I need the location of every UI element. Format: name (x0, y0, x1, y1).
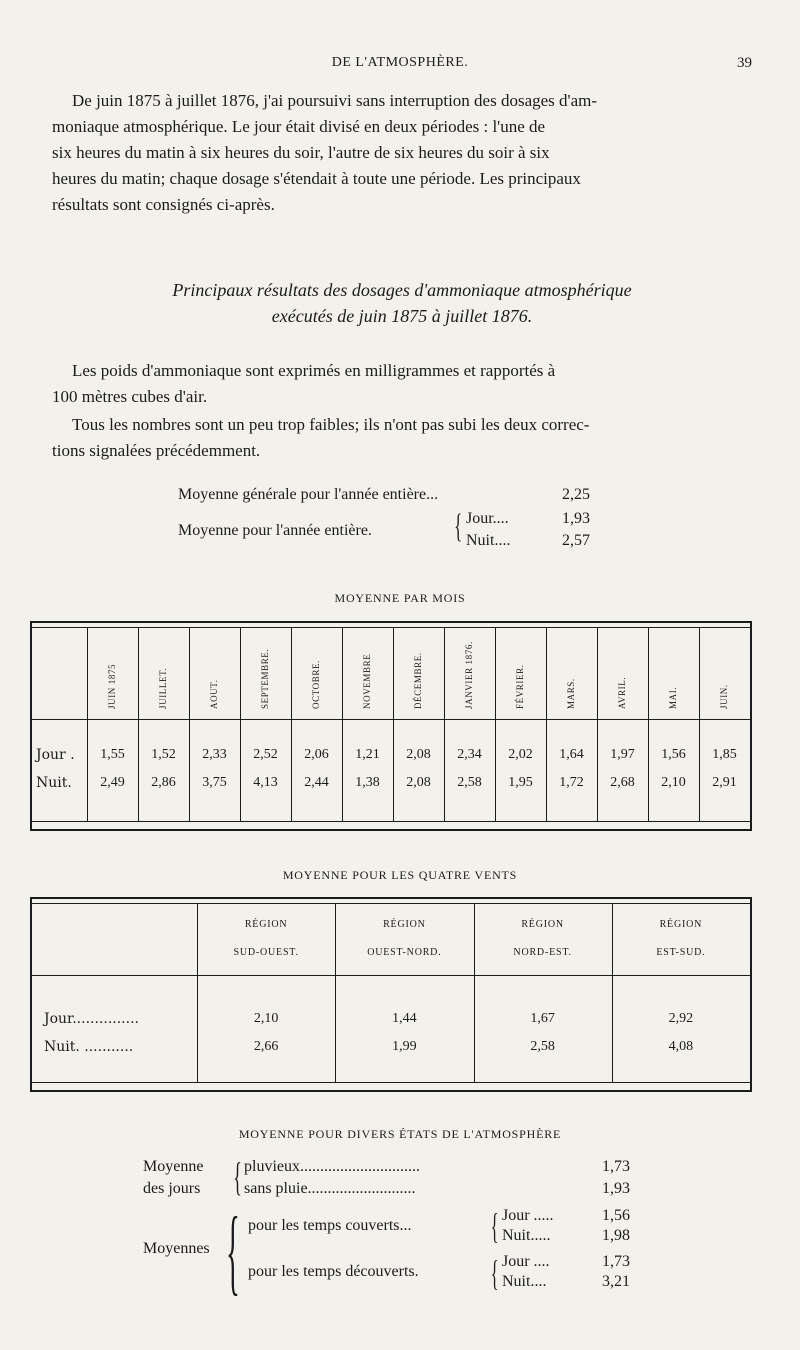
text-line: 100 mètres cubes d'air. (52, 387, 208, 406)
yearly-night-value: 2,57 (562, 532, 590, 549)
couverts-nuit-value: 1,98 (602, 1227, 630, 1244)
sans-pluie-value: 1,93 (602, 1180, 630, 1197)
table-cell: 1,56 (661, 747, 686, 762)
column-divider (342, 627, 343, 821)
column-header-top: RÉGION (244, 919, 288, 930)
table-cell: 2,08 (406, 747, 431, 762)
table-cell: 2,86 (151, 775, 176, 790)
section-heading (52, 277, 752, 329)
brace-icon: { (490, 1206, 499, 1246)
running-header: DE L'ATMOSPHÈRE. (331, 55, 469, 70)
column-divider (699, 627, 700, 821)
column-header: JUIN. (718, 684, 729, 709)
table-rule (32, 627, 750, 628)
column-header: JUILLET. (157, 667, 168, 709)
table-rule (32, 1082, 750, 1083)
table-cell: 1,85 (712, 747, 737, 762)
row-label: Jour............... (44, 1011, 139, 1027)
row-label: Nuit. (36, 775, 72, 791)
column-header: AVRIL. (616, 676, 627, 709)
table-rule (32, 975, 750, 976)
table-cell: 2,06 (304, 747, 329, 762)
column-header: JANVIER 1876. (463, 641, 474, 709)
brace-icon: { (226, 1197, 240, 1304)
column-header-top: RÉGION (659, 919, 703, 930)
column-header-bottom: SUD-OUEST. (233, 947, 299, 958)
table-cell: 2,10 (661, 775, 686, 790)
table-cell: 1,67 (530, 1011, 555, 1026)
table-cell: 1,72 (559, 775, 584, 790)
table-cell: 2,52 (253, 747, 278, 762)
column-header-bottom: NORD-EST. (513, 947, 572, 958)
column-header: SEPTEMBRE. (259, 648, 270, 709)
winds-table-title: MOYENNE POUR LES QUATRE VENTS (282, 868, 518, 882)
pluvieux-value: 1,73 (602, 1158, 630, 1175)
text-line: Tous les nombres sont un peu trop faibles; ils n'ont pas subi les deux correc- (72, 415, 590, 434)
text-line: heures du matin; chaque dosage s'étendait à toute une période. Les principaux (52, 169, 581, 188)
column-header-bottom: OUEST-NORD. (367, 947, 442, 958)
decouverts-nuit-label: Nuit.... (502, 1273, 547, 1290)
yearly-general-value: 2,25 (562, 486, 590, 503)
table-cell: 2,49 (100, 775, 125, 790)
column-divider (87, 627, 88, 821)
column-header: DÉCEMBRE. (412, 652, 423, 709)
table-cell: 2,58 (530, 1039, 555, 1054)
column-divider (546, 627, 547, 821)
table-cell: 2,44 (304, 775, 329, 790)
column-divider (138, 627, 139, 821)
couverts-jour-value: 1,56 (602, 1207, 630, 1224)
monthly-table (30, 621, 752, 831)
table-cell: 1,44 (392, 1011, 417, 1026)
intro-paragraph (52, 88, 752, 218)
text-line: six heures du matin à six heures du soir, l'autre de six heures du soir à six (52, 143, 550, 162)
brace-icon: { (233, 1154, 242, 1199)
des-jours-label: des jours (143, 1180, 201, 1197)
brace-icon: { (490, 1253, 499, 1293)
moyennes-label: Moyennes (143, 1240, 210, 1257)
column-header-top: RÉGION (383, 919, 426, 930)
column-header: OCTOBRE. (310, 660, 321, 709)
column-divider (597, 627, 598, 821)
decouverts-nuit-value: 3,21 (602, 1273, 630, 1290)
units-paragraph (52, 358, 752, 410)
table-cell: 2,08 (406, 775, 431, 790)
table-rule (32, 821, 750, 822)
column-divider (444, 627, 445, 821)
table-cell: 1,52 (151, 747, 176, 762)
winds-table (30, 897, 752, 1092)
moyenne-label: Moyenne (143, 1158, 204, 1175)
column-header: NOVEMBRE (361, 653, 372, 709)
table-cell: 1,21 (355, 747, 380, 762)
table-cell: 3,75 (202, 775, 227, 790)
couverts-jour-label: Jour ..... (502, 1207, 554, 1224)
yearly-day-label: Jour.... (466, 510, 509, 527)
couverts-nuit-label: Nuit..... (502, 1227, 551, 1244)
column-header-bottom: EST-SUD. (656, 947, 706, 958)
table-cell: 4,08 (668, 1039, 694, 1054)
yearly-night-label: Nuit.... (466, 532, 511, 549)
column-divider (240, 627, 241, 821)
table-cell: 1,99 (392, 1039, 417, 1054)
column-divider (393, 627, 394, 821)
table-cell: 4,13 (253, 775, 278, 790)
column-divider (189, 627, 190, 821)
heading-line: Principaux résultats des dosages d'ammoniaque atmosphérique (172, 280, 632, 300)
yearly-split-label: Moyenne pour l'année entière. (178, 522, 372, 539)
text-line: moniaque atmosphérique. Le jour était divisé en deux périodes : l'une de (52, 117, 546, 136)
table-cell: 1,38 (355, 775, 380, 790)
row-label: Nuit. ........... (44, 1039, 134, 1055)
table-rule (32, 903, 750, 904)
table-cell: 2,34 (457, 747, 482, 762)
text-line: Les poids d'ammoniaque sont exprimés en milligrammes et rapportés à (72, 361, 556, 380)
sans-pluie-label: sans pluie........................... (244, 1180, 416, 1197)
column-header: JUIN 1875 (106, 663, 117, 709)
table-cell: 2,02 (508, 747, 533, 762)
table-cell: 2,66 (253, 1039, 279, 1054)
table-cell: 1,55 (100, 747, 125, 762)
table-cell: 2,68 (610, 775, 635, 790)
brace-icon: { (454, 508, 463, 545)
column-divider (495, 627, 496, 821)
table-cell: 2,58 (457, 775, 482, 790)
text-line: résultats sont consignés ci-après. (52, 195, 275, 214)
column-header-top: RÉGION (521, 919, 564, 930)
table-cell: 1,97 (610, 747, 635, 762)
column-divider (291, 627, 292, 821)
corrections-paragraph (52, 412, 752, 464)
table-cell: 1,64 (559, 747, 584, 762)
column-header: MARS. (565, 678, 576, 709)
yearly-general-label: Moyenne générale pour l'année entière... (178, 486, 439, 503)
heading-line: exécutés de juin 1875 à juillet 1876. (271, 306, 533, 326)
table-cell: 1,95 (508, 775, 533, 790)
decouverts-jour-label: Jour .... (502, 1253, 550, 1270)
column-divider (648, 627, 649, 821)
decouverts-label: pour les temps découverts. (248, 1263, 419, 1280)
table-cell: 2,91 (712, 775, 737, 790)
table-cell: 2,33 (202, 747, 227, 762)
states-title: MOYENNE POUR DIVERS ÉTATS DE L'ATMOSPHÈRE (238, 1127, 562, 1141)
column-header: MAI. (667, 686, 678, 709)
monthly-table-title: MOYENNE PAR MOIS (334, 591, 466, 605)
table-cell: 2,92 (668, 1011, 694, 1026)
row-label: Jour . (36, 747, 75, 763)
column-header: AOUT. (208, 679, 219, 709)
page-number: 39 (737, 55, 752, 71)
table-rule (32, 719, 750, 720)
pluvieux-label: pluvieux.............................. (244, 1158, 420, 1175)
text-line: tions signalées précédemment. (52, 441, 261, 460)
column-header: FÉVRIER. (514, 664, 525, 709)
yearly-day-value: 1,93 (562, 510, 590, 527)
table-cell: 2,10 (253, 1011, 279, 1026)
decouverts-jour-value: 1,73 (602, 1253, 630, 1270)
couverts-label: pour les temps couverts... (248, 1217, 412, 1234)
text-line: De juin 1875 à juillet 1876, j'ai poursuivi sans interruption des dosages d'am- (72, 91, 598, 110)
